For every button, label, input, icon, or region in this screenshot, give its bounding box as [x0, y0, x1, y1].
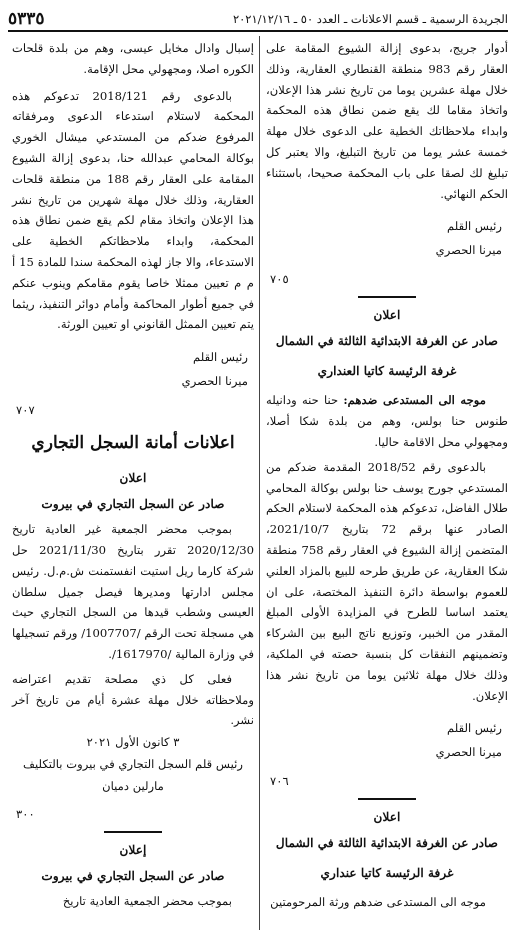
- addressee-text: حنا حنه ودانيله طنوس حنا بولس، وهم من بلدة شكا أصلا، ومجهولي محل الاقامة حاليا.: [266, 393, 508, 449]
- notice-continuation-text: أدوار جريج، بدعوى إزالة الشيوع المقامة على العقار رقم 983 منطقة القنطاري العقارية، وذلك خلال مهلة عشرين يوما من تاريخ نشر هذا الإعلان، واتخاذ مقاما لك يقع ضمن نطاق هذه المحكمة وابداء ملاحظاتك الخطية على الدعوى خلال مهلة خمسة عشر يوما من تاريخ التبليغ، والا يعتبر كل تبليغ لك لصقا على باب المحكمة صحيحا، باستثناء الحكم النهائي.: [266, 41, 508, 201]
- clerk-title: رئيس القلم: [447, 721, 502, 736]
- separator-line: [358, 296, 416, 298]
- notice-body: بالدعوى رقم 2018/121 تدعوكم هذه المحكمة لاستلام استدعاء الدعوى ومرفقاته المرفوع ضدكم من المستدعي ميشال الخوري بوكالة المحامي عبدالله حنا، بدعوى إزالة الشيوع المقامة على العقار رقم 188 من منطقة قلحات العقارية، وذلك خلال مهلة شهرين من تاريخ نشر هذا الإعلان واتخاذ مقام لكم يقع ضمن نطاق هذه المحكمة، وابداء ملاحظاتكم الخطية على الاستدعاء، والا جاز لهذه المحكمة سندا للمادة 15 أ م م تعيين ممثلا خاصا يقوم مقامكم وينوب عنكم في جميع أطوار المحاكمة وأمام دوائر التنفيذ، ريثما يتم تعيين الممثل القانوني او تعيين الورثة.: [12, 88, 255, 332]
- column-divider: [259, 36, 260, 930]
- notice-number: ٧٠٧: [16, 403, 35, 418]
- notice-number: ٧٠٥: [270, 272, 289, 287]
- notice-number: ٧٠٦: [270, 774, 289, 789]
- notice-body: بموجب محضر الجمعية العادية تاريخ: [62, 894, 232, 909]
- right-column: [266, 38, 508, 934]
- separator-line: [104, 831, 162, 833]
- clerk-name: ميرنا الحصري: [435, 745, 502, 760]
- registry-name: صادر عن السجل التجاري في بيروت: [41, 497, 225, 512]
- clerk-name: ميرنا الحصري: [435, 243, 502, 258]
- left-column: [12, 38, 254, 934]
- separator-line: [358, 798, 416, 800]
- court-name: صادر عن الغرفة الابتدائية الثالثة في الشمال: [275, 334, 499, 349]
- notice-date: ٣ كانون الأول ٢٠٢١: [86, 735, 180, 750]
- notice-number: ٣٠٠: [16, 807, 35, 822]
- page-number: ٥٣٣٥: [8, 9, 45, 29]
- clerk-title: رئيس القلم: [193, 350, 248, 365]
- notice-body-objection: فعلى كل ذي مصلحة تقديم اعتراضه وملاحظاته خلال مهلة عشرة أيام من تاريخ آخر نشر.: [12, 671, 254, 728]
- header-title: الجريدة الرسمية ـ قسم الاعلانات ـ العدد ٥٠ ـ ٢٠٢١/١٢/١٦: [232, 12, 508, 26]
- notice-body: بالدعوى رقم 2018/52 المقدمة ضدكم من المستدعي جورج يوسف حنا بولس بوكالة المحامي طلال الفاضل، تدعوكم هذه المحكمة لاستلام الحكم الصادر عنها برقم 72 بتاريخ 2021/10/7، المتضمن إزالة الشيوع في العقار رقم 758 منطقة شكا العقارية، عن طريق طرحه للبيع بالمزاد العلني للعموم بواسطة دائرة التنفيذ المختصة، على ان يعتمد اساسا للطرح في المزايدة الأولى المبلغ المقدر من الخبير، وتوزيع ناتج البيع بين الشركاء وتضمينهم النفقات كل بنسبة حصته في الملكية، وذلك خلال مهلة ثلاثين يوما من تاريخ نشر هذا الإعلان.: [266, 459, 508, 703]
- announcement-title: اعلان: [119, 471, 147, 486]
- section-title: اعلانات أمانة السجل التجاري: [31, 433, 235, 454]
- clerk-title: رئيس القلم: [447, 219, 502, 234]
- chamber-name: غرفة الرئيسة كاتيا عنداري: [320, 866, 454, 881]
- addressee-label: موجه الى المستدعى ضدهم:: [343, 393, 486, 408]
- page-header: [8, 6, 508, 32]
- notice-body: بموجب محضر الجمعية غير العادية تاريخ 2020/12/30 تقرر بتاريخ 2021/11/30 حل شركة كارما ريل استيت انفستمنت ش.م.ل. رئيس مجلس ادارتها ومديرها فيصل جميل سلطان العيسى وشطب قيدها من السجل التجاري حيث هي مسجلة تحت الرقم /1007707/ ورقم تسجيلها في وزارة المالية /1617970/.: [12, 522, 254, 661]
- registry-name: صادر عن السجل التجاري في بيروت: [41, 869, 225, 884]
- chamber-name: غرفة الرئيسة كاتيا العنداري: [317, 364, 457, 379]
- addressee-paragraph: [266, 390, 508, 452]
- court-name: صادر عن الغرفة الابتدائية الثالثة في الشمال: [275, 836, 499, 851]
- announcement-title: إعلان: [119, 843, 147, 858]
- header-rule: [8, 30, 508, 32]
- announcement-title: اعلان: [373, 810, 401, 825]
- registrar-name: مارلين دميان: [102, 779, 164, 794]
- notice-continuation-text: إسبال وادال مخايل عيسى، وهم من بلدة قلحات الكوره اصلا، ومجهولي محل الإقامة.: [12, 41, 254, 76]
- announcement-title: اعلان: [373, 308, 401, 323]
- clerk-name: ميرنا الحصري: [181, 374, 248, 389]
- addressee-text: موجه الى المستدعى ضدهم ورثة المرحومتين: [270, 895, 486, 910]
- registrar-title: رئيس قلم السجل التجاري في بيروت بالتكليف: [23, 757, 243, 772]
